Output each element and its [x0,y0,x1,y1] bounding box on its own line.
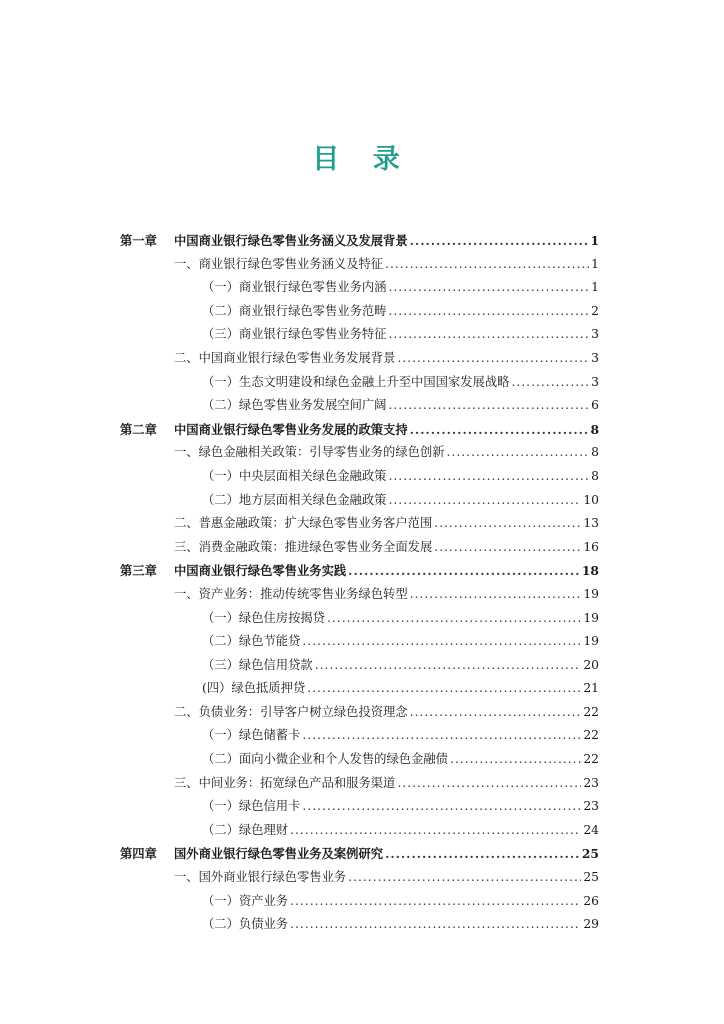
toc-entry-title: 国外商业银行绿色零售业务及案例研究 [174,846,384,862]
toc-page-number: 22 [583,728,599,743]
toc-page-number: 23 [583,799,599,814]
toc-leader-dots [434,512,581,536]
toc-leader-dots [302,630,581,654]
toc-page-number: 3 [591,327,599,342]
toc-leader-dots [434,536,581,560]
page-title: 目 录 [312,144,412,175]
toc-entry-title: 三、消费金融政策：推进绿色零售业务全面发展 [174,539,433,554]
toc-entry-title: （一）生态文明建设和绿色金融上升至中国国家发展战略 [202,374,510,389]
toc-entry-title: 二、普惠金融政策：扩大绿色零售业务客户范围 [174,516,433,531]
toc-leader-dots [388,394,589,418]
toc-leader-dots [388,323,589,347]
toc-page-number: 1 [591,256,599,271]
toc-entry-title: （二）绿色零售业务发展空间广阔 [202,398,387,413]
toc-section-row[interactable] [120,253,599,277]
toc-entry-title: （一）商业银行绿色零售业务内涵 [202,280,387,295]
toc-page-number: 8 [591,468,599,483]
toc-page-number: 19 [583,634,599,649]
toc-entry-title: （二）绿色节能贷 [202,634,301,649]
toc-entry-title: （三）绿色信用贷款 [202,657,313,672]
toc-subsection-row[interactable] [120,724,599,748]
toc-section-row[interactable] [120,772,599,796]
toc-leader-dots [388,300,589,324]
toc-subsection-row[interactable] [120,913,599,937]
toc-page-number: 20 [583,657,599,672]
toc-page-number: 24 [583,822,599,837]
toc-leader-dots [290,913,581,937]
toc-page-number: 8 [591,445,599,460]
toc-section-row[interactable] [120,536,599,560]
toc-page-number: 25 [581,846,599,862]
toc-page-number: 2 [591,303,599,318]
toc-page-number: 19 [583,586,599,601]
toc-leader-dots [388,465,589,489]
toc-subsection-row[interactable] [120,795,599,819]
toc-leader-dots [290,819,581,843]
toc-page-number: 22 [583,752,599,767]
toc-leader-dots [315,654,582,678]
toc-entry-title: （二）地方层面相关绿色金融政策 [202,492,387,507]
toc-leader-dots [388,276,589,300]
toc-subsection-row[interactable] [120,654,599,678]
toc-page-number: 23 [583,775,599,790]
toc-page-number: 25 [583,870,599,885]
toc-section-row[interactable] [120,512,599,536]
toc-chapter-number: 第四章 [120,846,157,862]
toc-section-row[interactable] [120,701,599,725]
toc-subsection-row[interactable] [120,300,599,324]
toc-subsection-row[interactable] [120,607,599,631]
toc-entry-title: 一、商业银行绿色零售业务涵义及特征 [174,256,384,271]
toc-entry-title: （一）资产业务 [202,893,289,908]
toc-entry-title: （二）面向小微企业和个人发售的绿色金融债 [202,752,448,767]
toc-leader-dots [290,890,581,914]
toc-section-row[interactable] [120,347,599,371]
toc-entry-title: (四）绿色抵质押贷 [202,681,306,696]
toc-page-number: 1 [590,233,599,248]
toc-subsection-row[interactable] [120,890,599,914]
toc-chapter-row[interactable] [120,842,599,866]
toc-leader-dots [447,441,590,465]
toc-page-number: 3 [591,374,599,389]
toc-chapter-number: 第一章 [120,233,157,248]
toc-entry-title: （一）绿色信用卡 [202,799,301,814]
toc-subsection-row[interactable] [120,465,599,489]
toc-page-number: 1 [591,280,599,295]
toc-entry-title: （一）绿色住房按揭贷 [202,610,325,625]
toc-page-number: 21 [583,681,599,696]
toc-chapter-row[interactable] [120,229,599,253]
toc-chapter-number: 第三章 [120,563,157,579]
toc-page-number: 29 [583,917,599,932]
toc-entry-title: 中国商业银行绿色零售业务涵义及发展背景 [174,233,408,248]
toc-subsection-row[interactable] [120,748,599,772]
toc-subsection-row[interactable] [120,276,599,300]
toc-subsection-row[interactable] [120,394,599,418]
toc-entry-title: （二）负债业务 [202,917,289,932]
toc-section-row[interactable] [120,441,599,465]
toc-chapter-row[interactable] [120,559,599,583]
toc-entry-title: 中国商业银行绿色零售业务发展的政策支持 [174,421,408,437]
toc-subsection-row[interactable] [120,489,599,513]
toc-page-number: 6 [591,398,599,413]
toc-leader-dots [410,229,589,253]
toc-entry-title: （二）绿色理财 [202,822,289,837]
toc-entry-title: 一、绿色金融相关政策：引导零售业务的绿色创新 [174,445,445,460]
toc-leader-dots [348,866,581,890]
toc-subsection-row[interactable] [120,371,599,395]
toc-leader-dots [410,418,589,442]
toc-page-number: 26 [583,893,599,908]
toc-leader-dots [302,795,581,819]
toc-leader-dots [511,371,589,395]
toc-subsection-row[interactable] [120,819,599,843]
toc-page-number: 3 [591,350,599,365]
toc-leader-dots [410,701,582,725]
toc-entry-title: 三、中间业务：拓宽绿色产品和服务渠道 [174,775,396,790]
toc-entry-title: （二）商业银行绿色零售业务范畴 [202,303,387,318]
toc-chapter-number: 第二章 [120,421,157,437]
toc-page-number: 22 [583,704,599,719]
toc-page-number: 10 [583,492,599,507]
toc-leader-dots [348,559,580,583]
toc-page-number: 13 [583,516,599,531]
toc-leader-dots [388,489,581,513]
toc-page-number: 18 [581,563,599,579]
toc-leader-dots [397,772,581,796]
toc-leader-dots [385,253,589,277]
toc-chapter-row[interactable] [120,418,599,442]
toc-section-row[interactable] [120,866,599,890]
toc-entry-title: （一）绿色储蓄卡 [202,728,301,743]
toc-page-number: 8 [590,421,599,437]
toc-entry-title: （三）商业银行绿色零售业务特征 [202,327,387,342]
table-of-contents [120,229,599,937]
toc-subsection-row[interactable] [120,630,599,654]
toc-leader-dots [307,677,581,701]
toc-leader-dots [327,607,581,631]
toc-leader-dots [385,842,580,866]
toc-page-number: 16 [583,539,599,554]
toc-entry-title: 一、资产业务：推动传统零售业务绿色转型 [174,586,408,601]
toc-subsection-row[interactable] [120,323,599,347]
toc-entry-title: 二、负债业务：引导客户树立绿色投资理念 [174,704,408,719]
toc-section-row[interactable] [120,583,599,607]
toc-entry-title: （一）中央层面相关绿色金融政策 [202,468,387,483]
toc-leader-dots [450,748,581,772]
toc-leader-dots [302,724,581,748]
toc-subsection-row[interactable] [120,677,599,701]
toc-leader-dots [397,347,589,371]
toc-page-number: 19 [583,610,599,625]
toc-leader-dots [410,583,582,607]
toc-entry-title: 中国商业银行绿色零售业务实践 [174,563,347,579]
toc-entry-title: 二、中国商业银行绿色零售业务发展背景 [174,350,396,365]
toc-entry-title: 一、国外商业银行绿色零售业务 [174,870,347,885]
